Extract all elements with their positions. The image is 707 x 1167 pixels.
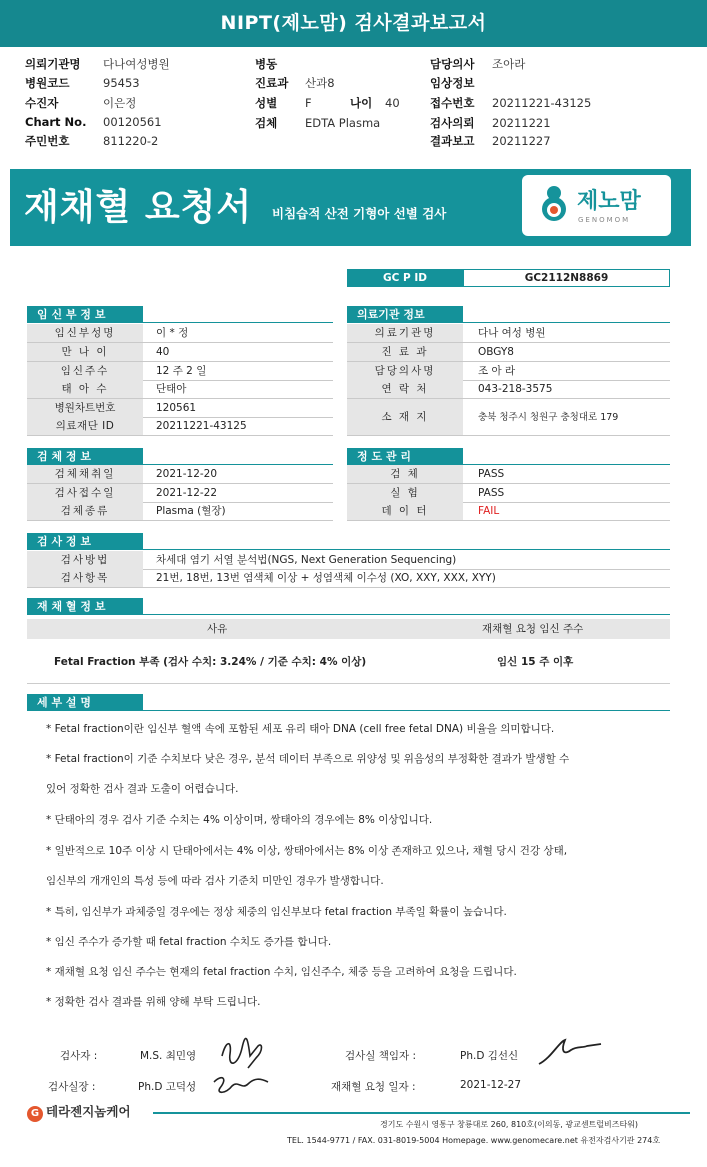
header-department: 진료과 산과8 <box>255 76 335 90</box>
section-institution-info: 의료기관 정보 <box>347 306 463 323</box>
header-resident-no: 주민번호 811220-2 <box>25 134 159 148</box>
test-row-items: 검사항목 21번, 18번, 13번 염색체 이상 + 성염색체 이수성 (XO, XXY, XXX, XYY) <box>27 569 670 588</box>
header-report-date: 결과보고 20211227 <box>430 134 551 148</box>
footer-contact: TEL. 1544-9771 / FAX. 031-8019-5004 Homepage. www.genomecare.net 유전자검사기관 274호 <box>287 1136 661 1145</box>
header-request-date: 검사의뢰 20211221 <box>430 116 551 130</box>
header-clinical-info: 임상정보 <box>430 76 475 90</box>
detail-line: * 단태아의 경우 검사 기준 수치는 4% 이상이며, 쌍태아의 경우에는 8% 이상입니다. <box>46 814 433 826</box>
pregnant-row-foundation-id: 의료재단 ID 20211221-43125 <box>27 417 333 436</box>
pregnant-row-weeks: 임신주수 12 주 2 일 <box>27 362 333 381</box>
redraw-date: 2021-12-27 <box>460 1079 522 1091</box>
header-sex: 성별 F 나이 40 <box>255 96 400 110</box>
specimen-row-type: 검체종류 Plasma (혈장) <box>27 502 333 521</box>
section-test-info: 검 사 정 보 <box>27 533 143 550</box>
banner-title: 재채혈 요청서 <box>24 187 253 228</box>
detail-line: * 재채혈 요청 임신 주수는 현재의 fetal fraction 수치, 임신주수, 체중 등을 고려하여 요청을 드립니다. <box>46 966 517 978</box>
gcpid-value: GC2112N8869 <box>463 269 670 287</box>
company-name: 테라젠지놈케어 <box>46 1104 131 1119</box>
tester-name: M.S. 최민영 <box>140 1050 197 1062</box>
qc-row-specimen: 검 체 PASS <box>347 465 670 484</box>
header-hospital: 의뢰기관명 다나여성병원 <box>25 57 170 71</box>
section-details: 세 부 설 명 <box>27 694 143 711</box>
header-ward: 병동 <box>255 57 278 71</box>
institution-row-department: 진 료 과 OBGY8 <box>347 343 670 362</box>
tester-signature <box>218 1036 268 1072</box>
institution-row-contact: 연 락 처 043-218-3575 <box>347 380 670 399</box>
section-redraw-info: 재 채 혈 정 보 <box>27 598 143 615</box>
banner-subtitle: 비침습적 산전 기형아 선별 검사 <box>272 206 447 221</box>
redraw-weeks: 임신 15 주 이후 <box>497 656 574 668</box>
redraw-reason: Fetal Fraction 부족 (검사 수치: 3.24% / 기준 수치: 4% 이상) <box>54 656 367 668</box>
report-title: NIPT(제노맘) 검사결과보고서 <box>0 0 707 47</box>
company-logo-icon: G <box>27 1106 43 1122</box>
qc-data-fail: FAIL <box>478 505 500 517</box>
pregnant-row-age: 만 나 이 40 <box>27 343 333 362</box>
institution-row-name: 의료기관명 다나 여성 병원 <box>347 324 670 343</box>
genomom-logo <box>522 175 671 236</box>
header-receipt-no: 접수번호 20211221-43125 <box>430 96 592 110</box>
redraw-col-reason: 사유 <box>207 623 228 635</box>
header-chart-no: Chart No. 00120561 <box>25 115 162 129</box>
lab-head-label: 검사실장 : <box>48 1081 96 1093</box>
redraw-table-header <box>27 619 670 639</box>
detail-line: * 일반적으로 10주 이상 시 단태아에서는 4% 이상, 쌍태아에서는 8% 이상 존재하고 있으나, 채혈 당시 건강 상태, <box>46 845 568 857</box>
specimen-row-received: 검사접수일 2021-12-22 <box>27 484 333 503</box>
gcpid-label: GC P ID <box>347 269 463 287</box>
detail-line: * 특히, 임신부가 과체중일 경우에는 정상 체중의 임신부보다 fetal fraction 부족일 확률이 높습니다. <box>46 906 507 918</box>
section-pregnant-info: 임 신 부 정 보 <box>27 306 143 323</box>
section-specimen-info: 검 체 정 보 <box>27 448 143 465</box>
tester-label: 검사자 : <box>60 1050 98 1062</box>
company-logo <box>27 1102 131 1122</box>
specimen-row-collected: 검체채취일 2021-12-20 <box>27 465 333 484</box>
pregnant-row-name: 임신부성명 이 * 정 <box>27 324 333 343</box>
redraw-col-weeks: 재채혈 요청 임신 주수 <box>482 623 584 635</box>
qc-row-data: 데 이 터 FAIL <box>347 502 670 521</box>
logo-subtext: GENOMOM <box>578 216 631 224</box>
lab-responsible-label: 검사실 책임자 : <box>345 1050 417 1062</box>
section-qc: 정 도 관 리 <box>347 448 463 465</box>
lab-responsible-name: Ph.D 김선신 <box>460 1050 519 1062</box>
detail-line: 있어 정확한 검사 결과 도출이 어렵습니다. <box>46 783 239 795</box>
institution-row-address: 소 재 지 충북 청주시 청원구 충청대로 179 <box>347 399 670 436</box>
pregnant-row-chart: 병원차트번호 120561 <box>27 399 333 418</box>
footer-divider <box>153 1112 690 1114</box>
redraw-date-label: 재채혈 요청 일자 : <box>331 1081 416 1093</box>
pregnant-row-fetus: 태 아 수 단태아 <box>27 380 333 399</box>
qc-row-experiment: 실 험 PASS <box>347 484 670 503</box>
detail-line: * Fetal fraction이란 임신부 혈액 속에 포함된 세포 유리 태아 DNA (cell free fetal DNA) 비율을 의미합니다. <box>46 723 555 735</box>
header-doctor: 담당의사 조아라 <box>430 57 526 71</box>
genomom-logo-icon <box>536 183 572 227</box>
test-row-method: 검사방법 차세대 염기 서열 분석법(NGS, Next Generation Sequencing) <box>27 551 670 570</box>
lab-head-name: Ph.D 고덕성 <box>138 1081 197 1093</box>
lab-responsible-signature <box>535 1034 605 1070</box>
institution-row-doctor: 담당의사명 조 아 라 <box>347 362 670 381</box>
logo-name: 제노맘 <box>577 189 641 214</box>
header-specimen: 검체 EDTA Plasma <box>255 116 381 130</box>
redraw-banner <box>10 169 691 246</box>
detail-line: * Fetal fraction이 기준 수치보다 낮은 경우, 분석 데이터 부족으로 위양성 및 위음성의 부정확한 결과가 발생할 수 <box>46 753 570 765</box>
footer-address: 경기도 수원시 영통구 창룡대로 260, 810호(이의동, 광교센트럴비즈타워) <box>380 1120 639 1129</box>
header-hospital-code: 병원코드 95453 <box>25 76 140 90</box>
header-patient: 수진자 이은정 <box>25 96 137 110</box>
detail-line: 임신부의 개개인의 특성 등에 따라 검사 기준치 미만인 경우가 발생합니다. <box>46 875 384 887</box>
detail-line: * 정확한 검사 결과를 위해 양해 부탁 드립니다. <box>46 996 261 1008</box>
lab-head-signature <box>208 1068 272 1104</box>
redraw-table-row <box>27 640 670 684</box>
detail-line: * 임신 주수가 증가할 때 fetal fraction 수치도 증가를 합니다. <box>46 936 332 948</box>
